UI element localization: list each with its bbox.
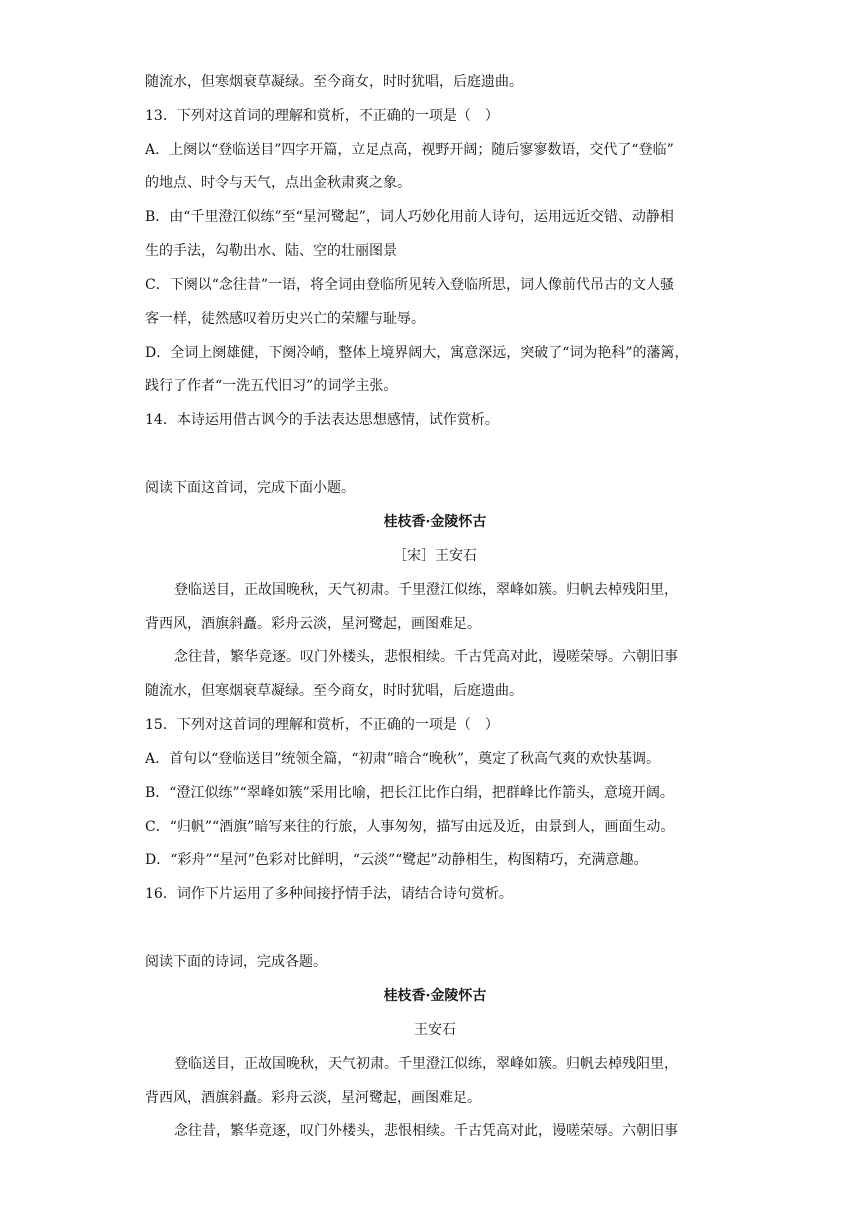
section-3-intro: 阅读下面的诗词，完成各题。 <box>145 954 327 970</box>
section-2-stanza-2-line2: 随流水，但寒烟衰草凝绿。至今商女，时时犹唱，后庭遗曲。 <box>145 683 523 699</box>
q13-option-b-line1: B．由“千里澄江似练”至“星河鹭起”，词人巧妙化用前人诗句，运用远近交错、动静相 <box>145 209 674 225</box>
question-16: 16．词作下片运用了多种间接抒情手法，请结合诗句赏析。 <box>145 886 513 902</box>
section-3-stanza-1-line1: 登临送目，正故国晚秋，天气初肃。千里澄江似练，翠峰如簇。归帆去棹残阳里， <box>174 1056 678 1072</box>
section-3-poem-title: 桂枝香·金陵怀古 <box>383 988 487 1004</box>
q15-option-a: A．首句以“登临送目”统领全篇，“初肃”暗合“晚秋”，奠定了秋高气爽的欢快基调。 <box>145 751 661 767</box>
q13-option-a-line1: A．上阕以“登临送目”四字开篇，立足点高，视野开阔；随后寥寥数语，交代了“登临” <box>145 142 674 158</box>
q15-option-b: B．“澄江似练”“翠峰如簇”采用比喻，把长江比作白绢，把群峰比作箭头，意境开阔。 <box>145 785 674 801</box>
question-13-stem: 13．下列对这首词的理解和赏析，不正确的一项是（ ） <box>145 108 499 124</box>
section-2-stanza-1-line1: 登临送目，正故国晚秋，天气初肃。千里澄江似练，翠峰如簇。归帆去棹残阳里， <box>174 582 678 598</box>
section-2-intro: 阅读下面这首词，完成下面小题。 <box>145 480 355 496</box>
q13-option-a-line2: 的地点、时令与天气，点出金秋肃爽之象。 <box>145 175 411 191</box>
section-2-poem-title: 桂枝香·金陵怀古 <box>383 514 487 530</box>
question-15-stem: 15．下列对这首词的理解和赏析，不正确的一项是（ ） <box>145 717 499 733</box>
q13-option-b-line2: 生的手法，勾勒出水、陆、空的壮丽图景 <box>145 243 397 259</box>
q13-option-d-line2: 践行了作者“一洗五代旧习”的词学主张。 <box>145 378 398 394</box>
q13-option-d-line1: D．全词上阕雄健，下阕冷峭，整体上境界阔大，寓意深远，突破了“词为艳科”的藩篱， <box>145 345 689 361</box>
q13-option-c-line1: C．下阕以“念往昔”一语，将全词由登临所见转入登临所思，词人像前代吊古的文人骚 <box>145 277 675 293</box>
section-2-stanza-2-line1: 念往昔，繁华竞逐。叹门外楼头，悲恨相续。千古凭高对此，谩嗟荣辱。六朝旧事 <box>174 649 678 665</box>
section-2-poem-author: ［宋］王安石 <box>393 548 477 564</box>
q15-option-c: C．“归帆”“酒旗”暗写来往的行旅，人事匆匆，描写由远及近，由景到人，画面生动。 <box>145 819 675 835</box>
section-3-stanza-2-line1: 念往昔，繁华竞逐，叹门外楼头，悲恨相续。千古凭高对此，谩嗟荣辱。六朝旧事 <box>174 1123 678 1139</box>
section-3-poem-author: 王安石 <box>414 1022 456 1038</box>
q15-option-d: D．“彩舟”“星河”色彩对比鲜明，“云淡”“鹭起”动静相生，构图精巧，充满意趣。 <box>145 852 648 868</box>
question-14: 14．本诗运用借古讽今的手法表达思想感情，试作赏析。 <box>145 412 499 428</box>
section-2-stanza-1-line2: 背西风，酒旗斜矗。彩舟云淡，星河鹭起，画图难足。 <box>145 616 481 632</box>
q13-option-c-line2: 客一样，徒然感叹着历史兴亡的荣耀与耻辱。 <box>145 311 425 327</box>
section-3-stanza-1-line2: 背西风，酒旗斜矗。彩舟云淡，星河鹭起，画图难足。 <box>145 1090 481 1106</box>
poem-tail-line: 随流水，但寒烟衰草凝绿。至今商女，时时犹唱，后庭遗曲。 <box>145 74 523 90</box>
